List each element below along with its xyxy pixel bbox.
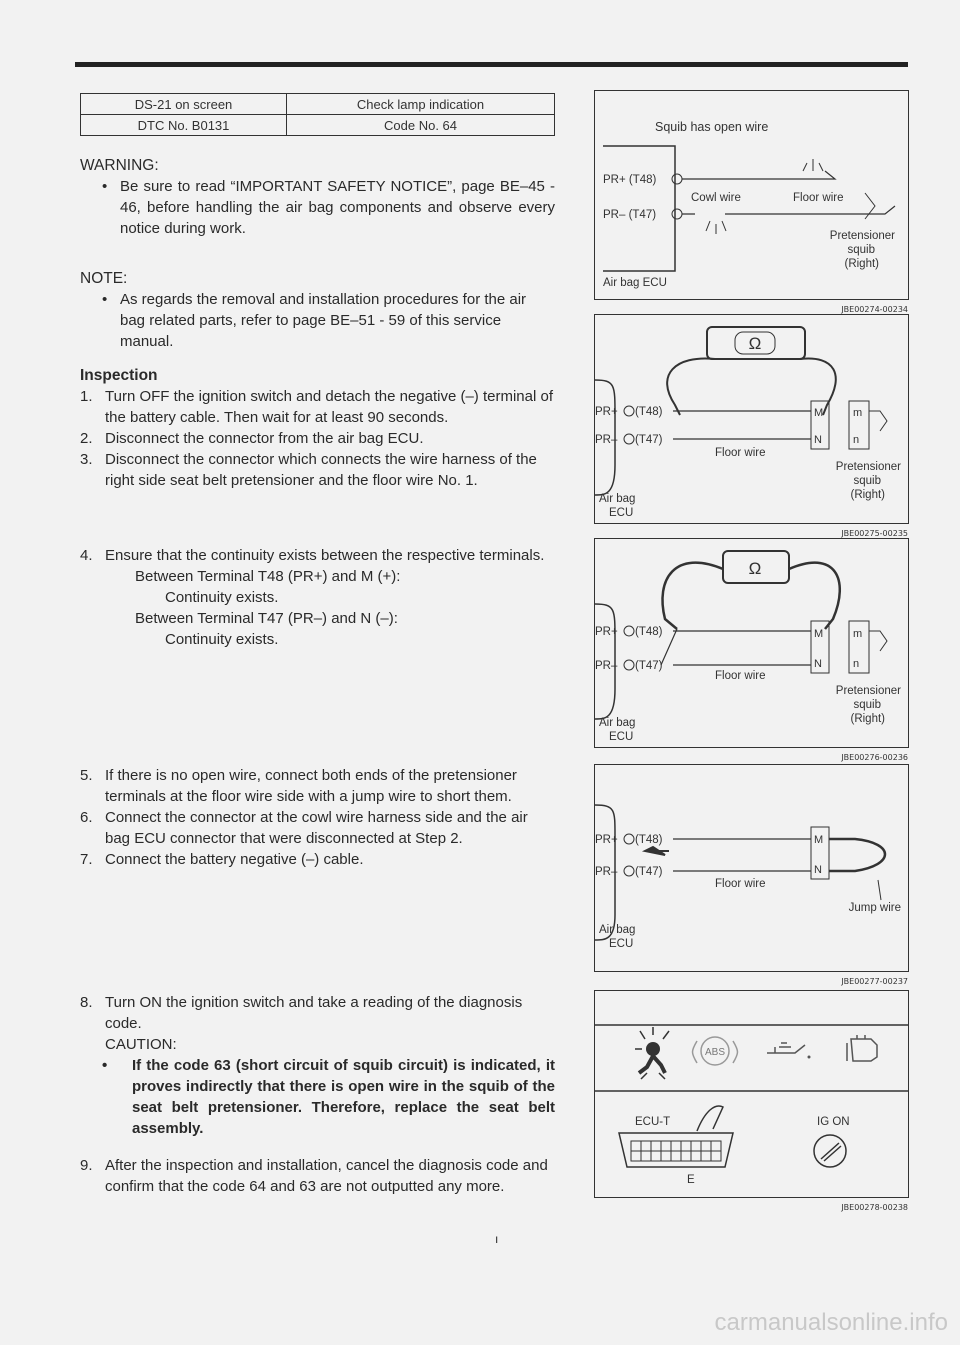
connector-terminal bbox=[672, 174, 682, 184]
connector-terminal bbox=[624, 406, 634, 416]
fig1-pr-minus: PR– (T47) bbox=[603, 209, 657, 221]
step-number: 9. bbox=[80, 1157, 93, 1174]
fig1-ecu: Air bag ECU bbox=[603, 277, 667, 289]
terminal-m: m bbox=[853, 407, 863, 419]
terminal-n: n bbox=[853, 434, 860, 446]
fig4-pr-plus: PR+ bbox=[595, 834, 618, 846]
fig3-pret-3: (Right) bbox=[850, 713, 885, 725]
step-text: Disconnect the connector which connects the wire harness of the right side seat belt pretensioner and the floor wire No. 1. bbox=[105, 451, 537, 489]
check-engine-icon bbox=[847, 1035, 877, 1061]
warning-block bbox=[80, 155, 555, 239]
squib-symbol bbox=[865, 193, 875, 219]
dtc-table bbox=[80, 93, 555, 136]
step-text: After the inspection and installation, cancel the diagnosis code and confirm that the code 64 and 63 are not outputted any more. bbox=[105, 1157, 548, 1195]
fig2-pret-1: Pretensioner bbox=[835, 461, 901, 473]
table-cell: DS-21 on screen bbox=[81, 94, 287, 115]
note-title: NOTE: bbox=[80, 270, 128, 287]
fig3-ecu-2: ECU bbox=[609, 731, 634, 743]
probe-lead bbox=[789, 563, 840, 629]
floor-wire bbox=[673, 839, 811, 871]
table-cell: Code No. 64 bbox=[287, 115, 555, 136]
step-9-block bbox=[80, 1155, 555, 1197]
fig1-pr-plus: PR+ (T48) bbox=[603, 174, 657, 186]
fig4-jump: Jump wire bbox=[848, 902, 901, 914]
connector-terminal bbox=[624, 834, 634, 844]
fig3-pret-2: squib bbox=[853, 699, 881, 711]
note-block bbox=[80, 268, 555, 352]
step-number: 2. bbox=[80, 430, 93, 447]
step-text: Connect the connector at the cowl wire harness side and the air bag ECU connector that were disconnected at Step 2. bbox=[105, 809, 528, 847]
figure-open-wire bbox=[594, 90, 909, 300]
arrow-icon bbox=[645, 847, 669, 855]
connector-terminal bbox=[624, 434, 634, 444]
continuity-line: Between Terminal T48 (PR+) and M (+): bbox=[135, 568, 401, 585]
abs-label: ABS bbox=[704, 1047, 726, 1058]
note-bullet: • As regards the removal and installation procedures for the air bag related parts, refer to page BE–51 - 59 of this service manual. bbox=[80, 289, 555, 352]
fig3-t48: (T48) bbox=[635, 626, 663, 638]
floor-wire bbox=[661, 629, 811, 665]
fig3-ecu-1: Air bag bbox=[599, 717, 636, 729]
watermark: carmanualsonline.info bbox=[714, 1309, 948, 1336]
squib-symbol bbox=[869, 631, 887, 651]
step-number: 1. bbox=[80, 388, 93, 405]
fig2-ecu-2: ECU bbox=[609, 507, 634, 519]
figure-jump-wire bbox=[594, 764, 909, 972]
step-8 bbox=[80, 992, 555, 1034]
airbag-warning-icon bbox=[635, 1027, 669, 1079]
fig4-floor: Floor wire bbox=[715, 878, 766, 890]
break-mark-top bbox=[803, 159, 823, 171]
figure-continuity-check-2 bbox=[594, 538, 909, 748]
caution-bullet: • If the code 63 (short circuit of squib circuit) is indicated, it proves indirectly that there is open wire in the squib of the seat belt pretensioner. Therefore, replace the seat belt assembly. bbox=[80, 1055, 555, 1139]
step-4 bbox=[80, 545, 555, 566]
ignition-key-icon bbox=[814, 1135, 846, 1167]
fig4-ecu-2: ECU bbox=[609, 938, 634, 950]
table-cell: Check lamp indication bbox=[287, 94, 555, 115]
step-text: Turn ON the ignition switch and take a reading of the diagnosis code. bbox=[105, 994, 523, 1032]
figure-id: JBE00275-00235 bbox=[841, 529, 908, 538]
fig1-pret-2: squib bbox=[847, 244, 875, 256]
leader-line bbox=[878, 880, 881, 900]
abs-icon bbox=[693, 1037, 738, 1065]
step-number: 6. bbox=[80, 809, 93, 826]
fig1-title: Squib has open wire bbox=[655, 120, 769, 134]
continuity-line: Between Terminal T47 (PR–) and N (–): bbox=[135, 610, 398, 627]
step-5 bbox=[80, 765, 555, 807]
step-7 bbox=[80, 849, 555, 870]
figure-continuity-check bbox=[594, 314, 909, 524]
continuity-diagram bbox=[595, 315, 908, 523]
connector-terminal bbox=[624, 660, 634, 670]
terminal-M: M bbox=[814, 407, 824, 419]
step-text: If there is no open wire, connect both ends of the pretensioner terminals at the floor wire side with a jump wire to short them. bbox=[105, 767, 517, 805]
squib-symbol bbox=[869, 411, 887, 431]
fig4-t47: (T47) bbox=[635, 866, 663, 878]
connector-terminal bbox=[672, 209, 682, 219]
fig2-pr-minus: PR– bbox=[595, 434, 618, 446]
connector-terminal bbox=[624, 866, 634, 876]
terminal-m: m bbox=[853, 628, 863, 640]
floor-wire bbox=[673, 411, 811, 439]
step-text: Ensure that the continuity exists between the respective terminals. bbox=[105, 547, 545, 564]
step-text: Disconnect the connector from the air bag ECU. bbox=[105, 430, 424, 447]
page-mark: ı bbox=[495, 1232, 499, 1246]
connector-terminal bbox=[624, 626, 634, 636]
table-row bbox=[81, 94, 555, 115]
continuity-line: Continuity exists. bbox=[165, 589, 279, 606]
step-3 bbox=[80, 449, 555, 491]
step-text: Turn OFF the ignition switch and detach the negative (–) terminal of the battery cable. Then wait for at least 90 seconds. bbox=[105, 388, 554, 426]
header-rule bbox=[75, 62, 908, 67]
step-number: 7. bbox=[80, 851, 93, 868]
step-8-block bbox=[80, 992, 555, 1139]
continuity-diagram-2 bbox=[595, 539, 908, 747]
continuity-line: Continuity exists. bbox=[165, 631, 279, 648]
fig2-ecu-1: Air bag bbox=[599, 493, 636, 505]
fig1-cowl: Cowl wire bbox=[691, 192, 741, 204]
step-number: 5. bbox=[80, 767, 93, 784]
table-row bbox=[81, 115, 555, 136]
ohm-symbol: Ω bbox=[748, 559, 762, 578]
step-2 bbox=[80, 428, 555, 449]
terminal-M: M bbox=[814, 628, 824, 640]
fig3-pr-plus: PR+ bbox=[595, 626, 618, 638]
fig3-t47: (T47) bbox=[635, 660, 663, 672]
figure-diagnosis bbox=[594, 990, 909, 1198]
step-number: 3. bbox=[80, 451, 93, 468]
fig2-t47: (T47) bbox=[635, 434, 663, 446]
open-wire-diagram bbox=[595, 91, 908, 299]
ecu-t-label: ECU-T bbox=[635, 1116, 671, 1128]
figure-id: JBE00278-00238 bbox=[841, 1203, 908, 1212]
fig1-floor: Floor wire bbox=[793, 192, 844, 204]
terminal-N: N bbox=[814, 658, 822, 670]
fig3-floor: Floor wire bbox=[715, 670, 766, 682]
jump-wire-diagram bbox=[595, 765, 908, 971]
step-6 bbox=[80, 807, 555, 849]
fig1-pret-1: Pretensioner bbox=[829, 230, 895, 242]
fig3-pret-1: Pretensioner bbox=[835, 685, 901, 697]
diagnosis-diagram bbox=[595, 991, 908, 1197]
fig2-pret-2: squib bbox=[853, 475, 881, 487]
fig2-floor: Floor wire bbox=[715, 447, 766, 459]
step-text: Connect the battery negative (–) cable. bbox=[105, 851, 364, 868]
inspection-title: Inspection bbox=[80, 367, 158, 384]
terminal-N: N bbox=[814, 434, 822, 446]
step-number: 4. bbox=[80, 547, 93, 564]
figure-id: JBE00274-00234 bbox=[841, 305, 908, 314]
e-label: E bbox=[687, 1174, 695, 1186]
fig4-pr-minus: PR– bbox=[595, 866, 618, 878]
inspection-block bbox=[80, 365, 555, 491]
terminal-M: M bbox=[814, 834, 824, 846]
fig3-pr-minus: PR– bbox=[595, 660, 618, 672]
fig2-t48: (T48) bbox=[635, 406, 663, 418]
figure-id: JBE00276-00236 bbox=[841, 753, 908, 762]
steps-5-7-block bbox=[80, 765, 555, 870]
caution-title: CAUTION: bbox=[105, 1036, 177, 1053]
break-mark-bottom bbox=[706, 221, 726, 234]
fig4-t48: (T48) bbox=[635, 834, 663, 846]
step-1 bbox=[80, 386, 555, 428]
wire-minus-open bbox=[682, 206, 895, 214]
fig4-ecu-1: Air bag bbox=[599, 924, 636, 936]
step-number: 8. bbox=[80, 994, 93, 1011]
jump-wire bbox=[829, 839, 885, 871]
probe-lead bbox=[662, 563, 723, 629]
fig2-pret-3: (Right) bbox=[850, 489, 885, 501]
ig-on-label: IG ON bbox=[817, 1116, 850, 1128]
wire-plus bbox=[682, 171, 835, 179]
figure-id: JBE00277-00237 bbox=[841, 977, 908, 986]
table-cell: DTC No. B0131 bbox=[81, 115, 287, 136]
warning-title: WARNING: bbox=[80, 157, 159, 174]
warning-bullet: • Be sure to read “IMPORTANT SAFETY NOTICE”, page BE–45 - 46, before handling the air bag components and observe every notice during work. bbox=[80, 176, 555, 239]
ohm-symbol: Ω bbox=[748, 334, 762, 353]
fig2-pr-plus: PR+ bbox=[595, 406, 618, 418]
step-4-block bbox=[80, 545, 555, 650]
terminal-N: N bbox=[814, 864, 822, 876]
fig1-pret-3: (Right) bbox=[844, 258, 879, 270]
probe-lead bbox=[667, 358, 715, 415]
oil-pressure-icon bbox=[767, 1043, 811, 1059]
step-9 bbox=[80, 1155, 555, 1197]
terminal-n: n bbox=[853, 658, 860, 670]
